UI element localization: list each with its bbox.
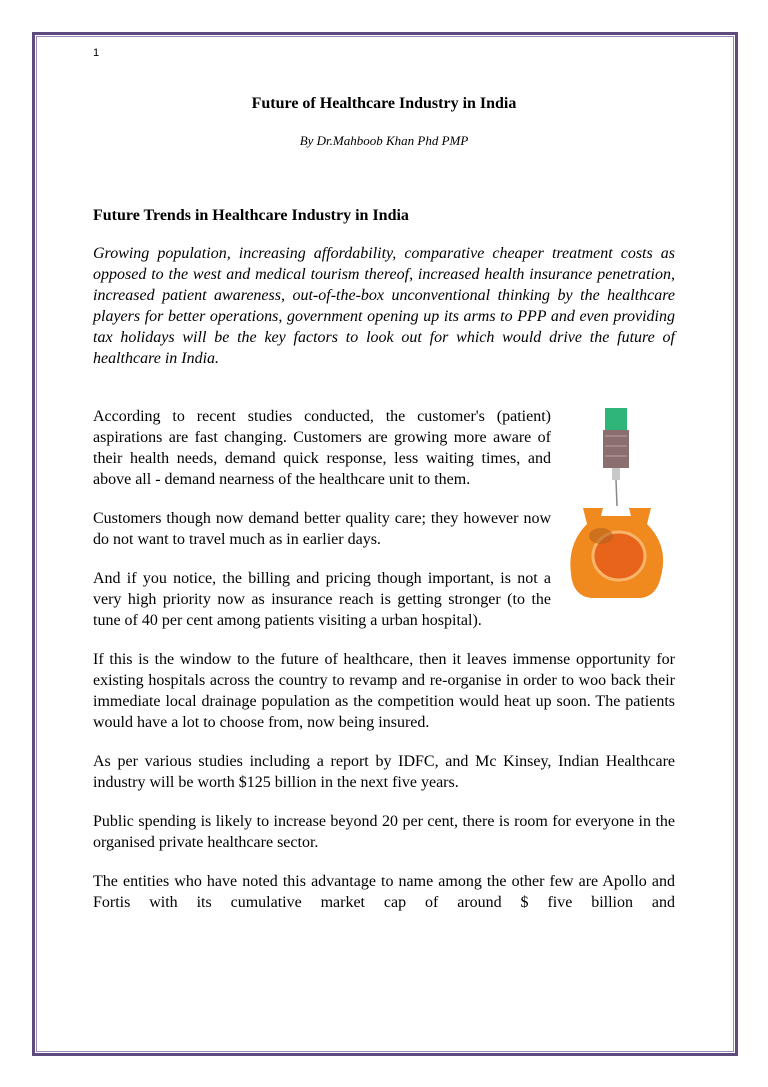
intro-paragraph: Growing population, increasing affordability, comparative cheaper treatment costs as opposed to the west and medical tourism thereof, increased health insurance penetration, increased patient awareness, out-of-the-box unconventional thinking by the healthcare players for better operations, government opening up its arms to PPP and even providing tax holidays will be the key factors to look out for which would drive the future of healthcare in India.: [93, 245, 675, 367]
page-number: 1: [93, 47, 100, 59]
body-paragraph: And if you notice, the billing and pricing though important, is not a very high priority now as insurance reach is getting stronger (to the tune of 40 per cent among patients visiting a urban hospital).: [93, 570, 551, 629]
body-paragraph: As per various studies including a report by IDFC, and Mc Kinsey, Indian Healthcare industry will be worth $125 billion in the next five years.: [93, 753, 675, 791]
author-byline: By Dr.Mahboob Khan Phd PMP: [299, 133, 469, 148]
document-title: Future of Healthcare Industry in India: [251, 95, 517, 112]
body-paragraph: Customers though now demand better quality care; they however now do not want to travel much as in earlier days.: [93, 510, 551, 548]
section-heading: Future Trends in Healthcare Industry in India: [93, 207, 409, 224]
body-paragraph: The entities who have noted this advantage to name among the other few are Apollo and Fortis with its cumulative market cap of around $ five billion and: [93, 873, 675, 911]
body-paragraph: If this is the window to the future of healthcare, then it leaves immense opportunity for existing hospitals across the country to revamp and re-organise in order to woo back their immediate local drainage population as the competition would heat up soon. The patients would have a lot to choose from, now being insured.: [93, 651, 675, 731]
syringe-piggy-bank-image: [561, 406, 675, 606]
body-paragraph: According to recent studies conducted, the customer's (patient) aspirations are fast changing. Customers are growing more aware of their health needs, demand quick response, less waiting times, and above all - demand nearness of the healthcare unit to them.: [93, 408, 551, 488]
body-text: [93, 406, 675, 931]
intro-paragraph-block: [93, 243, 675, 387]
body-paragraph: Public spending is likely to increase beyond 20 per cent, there is room for everyone in the organised private healthcare sector.: [93, 813, 675, 851]
